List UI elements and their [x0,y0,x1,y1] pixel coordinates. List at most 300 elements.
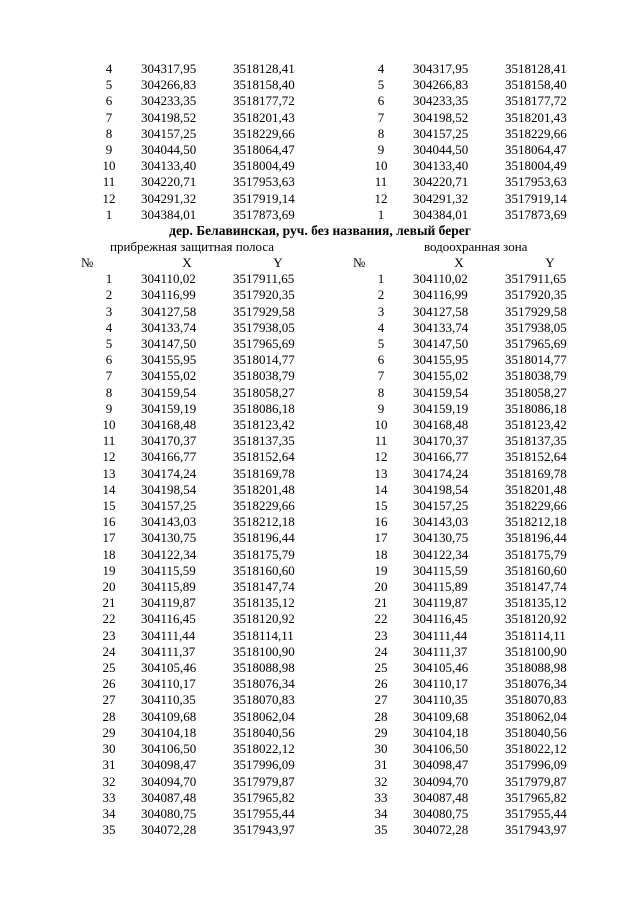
table-row [353,611,595,627]
coordinate-y: 3518100,90 [505,643,567,659]
table-row [81,304,323,320]
coordinate-x: 304130,75 [141,530,197,546]
table-row [81,660,323,676]
coordinate-x: 304116,99 [141,287,196,303]
coordinate-y: 3518196,44 [233,530,295,546]
point-number: 11 [374,174,388,190]
coordinate-y: 3517929,58 [233,303,295,319]
table-row [81,77,323,93]
point-number: 35 [374,822,388,838]
table-row [353,158,595,174]
coordinate-y: 3517965,82 [505,789,567,805]
point-number: 10 [374,417,388,433]
left-subtitle: прибрежная защитная полоса [110,239,275,254]
point-number: 4 [377,61,385,76]
table-row [81,676,323,692]
coordinate-y: 3518147,74 [233,579,295,595]
point-number: 8 [105,125,113,141]
point-number: 27 [374,692,388,708]
coordinate-y: 3518196,44 [505,530,567,546]
coordinate-x: 304110,35 [413,692,468,708]
point-number: 9 [105,142,113,158]
point-number: 23 [374,627,388,643]
coordinate-x: 304106,50 [413,741,469,757]
point-number: 31 [374,757,388,773]
point-number: 5 [377,77,385,93]
coordinate-x: 304087,48 [141,789,197,805]
coordinate-y: 3518004,49 [505,158,567,174]
table-row [353,466,595,482]
coordinate-x: 304157,25 [413,498,469,514]
coordinate-y: 3518137,35 [233,433,295,449]
coordinate-y: 3517965,82 [233,789,295,805]
coordinate-y: 3518038,79 [233,368,295,384]
point-number: 18 [374,546,388,562]
table-row [353,563,595,579]
coordinate-x: 304109,68 [141,708,197,724]
coordinate-y: 3517873,69 [233,206,295,222]
coordinate-y: 3518212,18 [233,514,295,530]
coordinate-y: 3518177,72 [233,93,295,109]
coordinate-y: 3518076,34 [233,676,295,692]
coordinate-x: 304098,47 [413,757,469,773]
coordinate-y: 3518158,40 [505,77,567,93]
point-number: 7 [377,368,385,384]
coordinate-y: 3518076,34 [505,676,567,692]
coordinate-y: 3517929,58 [505,303,567,319]
point-number: 34 [374,805,388,821]
coordinate-y: 3517920,35 [233,287,295,303]
table-row [81,352,323,368]
table-row [81,725,323,741]
coordinate-x: 304291,32 [141,190,197,206]
coordinate-y: 3517965,69 [233,336,295,352]
coordinate-y: 3518152,64 [505,449,567,465]
table-row [353,692,595,708]
coordinate-x: 304127,58 [141,303,197,319]
table-row [81,93,323,109]
point-number: 26 [102,676,116,692]
column-header-y: Y [273,255,283,270]
coordinate-x: 304072,28 [141,822,197,838]
table-row [81,158,323,174]
point-number: 11 [102,174,116,190]
table-row [353,628,595,644]
point-number: 13 [102,465,116,481]
table-row [81,385,323,401]
coordinate-y: 3518004,49 [233,158,295,174]
table-row [353,207,595,223]
table-row [81,401,323,417]
column-header-number: № [81,255,94,270]
coordinate-y: 3517873,69 [505,206,567,222]
table-row [81,547,323,563]
coordinate-y: 3518120,92 [505,611,567,627]
top-left-coordinates-table [81,61,323,223]
coordinate-x: 304266,83 [413,77,469,93]
table-row [81,595,323,611]
table-row [353,93,595,109]
coordinate-y: 3518070,83 [505,692,567,708]
coordinate-y: 3518152,64 [233,449,295,465]
coordinate-x: 304159,19 [141,400,197,416]
table-row [81,628,323,644]
table-row [81,822,323,838]
coordinate-x: 304147,50 [141,336,197,352]
point-number: 31 [102,757,116,773]
table-row [81,126,323,142]
top-right-coordinates-table [353,61,595,223]
coordinate-x: 304110,17 [141,676,196,692]
table-row [353,660,595,676]
table-row [353,579,595,595]
coordinate-y: 3518014,77 [233,352,295,368]
coordinate-x: 304111,44 [413,627,468,643]
coordinate-x: 304133,74 [413,319,469,335]
table-row [81,806,323,822]
table-row [81,709,323,725]
table-row [81,271,323,287]
table-row [353,676,595,692]
point-number: 4 [105,319,113,335]
coordinate-y: 3518158,40 [233,77,295,93]
table-row [353,287,595,303]
table-row [353,352,595,368]
table-row [353,304,595,320]
point-number: 4 [377,319,385,335]
table-row [81,336,323,352]
point-number: 28 [102,708,116,724]
coordinate-x: 304198,54 [413,481,469,497]
coordinate-x: 304170,37 [141,433,197,449]
table-row [353,368,595,384]
coordinate-x: 304098,47 [141,757,197,773]
point-number: 14 [102,481,116,497]
table-row [353,774,595,790]
coordinate-x: 304130,75 [413,530,469,546]
coordinate-x: 304174,24 [141,465,197,481]
point-number: 22 [374,611,388,627]
coordinate-x: 304233,35 [141,93,197,109]
point-number: 24 [374,643,388,659]
table-row [353,271,595,287]
table-row [81,449,323,465]
point-number: 12 [102,449,116,465]
table-row [353,336,595,352]
coordinate-x: 304233,35 [413,93,469,109]
coordinate-x: 304174,24 [413,465,469,481]
table-row [353,498,595,514]
coordinate-x: 304109,68 [413,708,469,724]
table-row [81,482,323,498]
coordinate-y: 3518120,92 [233,611,295,627]
point-number: 2 [105,287,113,303]
coordinate-x: 304266,83 [141,77,197,93]
point-number: 3 [105,303,113,319]
coordinate-y: 3518229,66 [505,498,567,514]
coordinate-y: 3518128,41 [233,61,295,76]
coordinate-y: 3518128,41 [505,61,567,76]
coordinate-y: 3518062,04 [505,708,567,724]
coordinate-y: 3517911,65 [233,271,295,287]
coordinate-x: 304220,71 [141,174,197,190]
coordinate-y: 3518212,18 [505,514,567,530]
coordinate-y: 3518064,47 [233,142,295,158]
point-number: 27 [102,692,116,708]
point-number: 17 [102,530,116,546]
coordinate-y: 3517919,14 [233,190,295,206]
table-row [81,433,323,449]
coordinate-x: 304116,45 [141,611,196,627]
coordinate-y: 3517979,87 [233,773,295,789]
table-row [81,191,323,207]
coordinate-x: 304080,75 [413,805,469,821]
table-row [353,142,595,158]
coordinate-y: 3517996,09 [233,757,295,773]
table-row [353,644,595,660]
point-number: 1 [377,206,385,222]
table-row [353,725,595,741]
coordinate-x: 304080,75 [141,805,197,821]
coordinate-y: 3518201,48 [505,481,567,497]
table-row [81,110,323,126]
point-number: 20 [374,579,388,595]
coordinate-x: 304110,02 [141,271,196,287]
coordinate-y: 3518058,27 [233,384,295,400]
point-number: 12 [102,190,116,206]
point-number: 7 [377,109,385,125]
coordinate-x: 304155,02 [141,368,197,384]
coordinate-y: 3518201,43 [233,109,295,125]
coordinate-y: 3518058,27 [505,384,567,400]
coordinate-y: 3518137,35 [505,433,567,449]
coordinate-y: 3518229,66 [233,125,295,141]
coordinate-x: 304122,34 [413,546,469,562]
point-number: 12 [374,449,388,465]
coordinate-x: 304317,95 [413,61,469,76]
point-number: 25 [374,660,388,676]
coordinate-y: 3518201,48 [233,481,295,497]
table-header-row [353,255,595,271]
point-number: 28 [374,708,388,724]
point-number: 29 [374,724,388,740]
coordinate-x: 304087,48 [413,789,469,805]
coordinate-y: 3518229,66 [233,498,295,514]
point-number: 23 [102,627,116,643]
point-number: 20 [102,579,116,595]
table-row [81,466,323,482]
point-number: 10 [102,158,116,174]
point-number: 8 [377,125,385,141]
coordinate-x: 304155,02 [413,368,469,384]
point-number: 17 [374,530,388,546]
coordinate-y: 3517965,69 [505,336,567,352]
coordinate-x: 304159,54 [413,384,469,400]
coordinate-x: 304143,03 [141,514,197,530]
table-row [81,287,323,303]
coastal-strip-coordinates-table [81,255,323,838]
coordinate-x: 304127,58 [413,303,469,319]
table-row [81,790,323,806]
point-number: 32 [374,773,388,789]
point-number: 34 [102,805,116,821]
coordinate-x: 304105,46 [413,660,469,676]
point-number: 1 [105,271,113,287]
coordinate-x: 304166,77 [141,449,197,465]
coordinate-y: 3518229,66 [505,125,567,141]
coordinate-y: 3517938,05 [233,319,295,335]
coordinate-x: 304198,52 [141,109,197,125]
column-header-x: X [454,255,464,270]
right-subtitle: водоохранная зона [424,239,528,254]
point-number: 9 [377,400,385,416]
point-number: 22 [102,611,116,627]
table-row [353,77,595,93]
point-number: 11 [374,433,388,449]
table-row [353,790,595,806]
coordinate-x: 304198,54 [141,481,197,497]
coordinate-x: 304155,95 [413,352,469,368]
coordinate-x: 304115,89 [413,579,468,595]
coordinate-x: 304384,01 [141,206,197,222]
table-row [353,709,595,725]
coordinate-x: 304105,46 [141,660,197,676]
table-row [353,401,595,417]
point-number: 5 [377,336,385,352]
table-header-row [81,255,323,271]
coordinate-x: 304116,99 [413,287,468,303]
coordinate-x: 304110,17 [413,676,468,692]
table-row [81,207,323,223]
coordinate-x: 304168,48 [141,417,197,433]
point-number: 16 [374,514,388,530]
point-number: 6 [105,352,113,368]
coordinate-x: 304220,71 [413,174,469,190]
coordinate-x: 304291,32 [413,190,469,206]
point-number: 30 [102,741,116,757]
coordinate-x: 304155,95 [141,352,197,368]
coordinate-x: 304115,59 [413,562,468,578]
point-number: 21 [374,595,388,611]
point-number: 24 [102,643,116,659]
point-number: 16 [102,514,116,530]
coordinate-y: 3518175,79 [505,546,567,562]
coordinate-x: 304143,03 [413,514,469,530]
coordinate-y: 3518135,12 [505,595,567,611]
coordinate-y: 3518100,90 [233,643,295,659]
coordinate-y: 3518114,11 [505,627,566,643]
coordinate-x: 304115,89 [141,579,196,595]
point-number: 18 [102,546,116,562]
coordinate-y: 3518064,47 [505,142,567,158]
coordinate-y: 3518114,11 [233,627,294,643]
point-number: 5 [105,336,113,352]
coordinate-y: 3517996,09 [505,757,567,773]
section-heading: дер. Белавинская, руч. без названия, левый берег [169,223,471,238]
table-row [81,530,323,546]
point-number: 3 [377,303,385,319]
coordinate-x: 304094,70 [141,773,197,789]
table-row [81,498,323,514]
coordinate-y: 3517920,35 [505,287,567,303]
point-number: 12 [374,190,388,206]
coordinate-y: 3517943,97 [505,822,567,838]
water-protection-zone-coordinates-table [353,255,595,838]
coordinate-x: 304157,25 [141,498,197,514]
point-number: 29 [102,724,116,740]
coordinate-y: 3518160,60 [233,562,295,578]
coordinate-x: 304111,37 [141,643,196,659]
coordinate-y: 3517955,44 [505,805,567,821]
coordinate-x: 304384,01 [413,206,469,222]
coordinate-y: 3518160,60 [505,562,567,578]
coordinate-x: 304157,25 [141,125,197,141]
coordinate-x: 304133,40 [141,158,197,174]
table-row [353,110,595,126]
coordinate-x: 304157,25 [413,125,469,141]
coordinate-y: 3518175,79 [233,546,295,562]
coordinate-y: 3517979,87 [505,773,567,789]
coordinate-y: 3518086,18 [233,400,295,416]
coordinate-x: 304159,54 [141,384,197,400]
coordinate-x: 304044,50 [413,142,469,158]
coordinate-y: 3518088,98 [233,660,295,676]
table-row [353,822,595,838]
coordinate-x: 304317,95 [141,61,197,76]
coordinate-x: 304147,50 [413,336,469,352]
point-number: 15 [374,498,388,514]
coordinate-x: 304072,28 [413,822,469,838]
coordinate-x: 304115,59 [141,562,196,578]
table-row [353,757,595,773]
table-row [353,385,595,401]
coordinate-y: 3518062,04 [233,708,295,724]
table-row [81,644,323,660]
coordinate-y: 3518201,43 [505,109,567,125]
table-row [353,595,595,611]
column-header-y: Y [545,255,555,270]
point-number: 5 [105,77,113,93]
coordinate-x: 304111,37 [413,643,468,659]
table-row [81,611,323,627]
table-row [353,530,595,546]
point-number: 21 [102,595,116,611]
coordinate-y: 3518177,72 [505,93,567,109]
column-header-x: X [182,255,192,270]
coordinate-y: 3517953,63 [505,174,567,190]
point-number: 6 [377,93,385,109]
point-number: 26 [374,676,388,692]
point-number: 6 [377,352,385,368]
column-header-number: № [353,255,366,270]
coordinate-y: 3518147,74 [505,579,567,595]
table-row [81,563,323,579]
point-number: 7 [105,368,113,384]
point-number: 15 [102,498,116,514]
coordinate-y: 3518022,12 [505,741,567,757]
coordinate-x: 304119,87 [141,595,196,611]
coordinate-x: 304166,77 [413,449,469,465]
coordinate-x: 304133,40 [413,158,469,174]
table-row [81,368,323,384]
table-row [353,806,595,822]
table-row [353,514,595,530]
point-number: 11 [102,433,116,449]
coordinate-y: 3517955,44 [233,805,295,821]
coordinate-x: 304116,45 [413,611,468,627]
coordinate-y: 3518123,42 [505,417,567,433]
table-row [81,757,323,773]
